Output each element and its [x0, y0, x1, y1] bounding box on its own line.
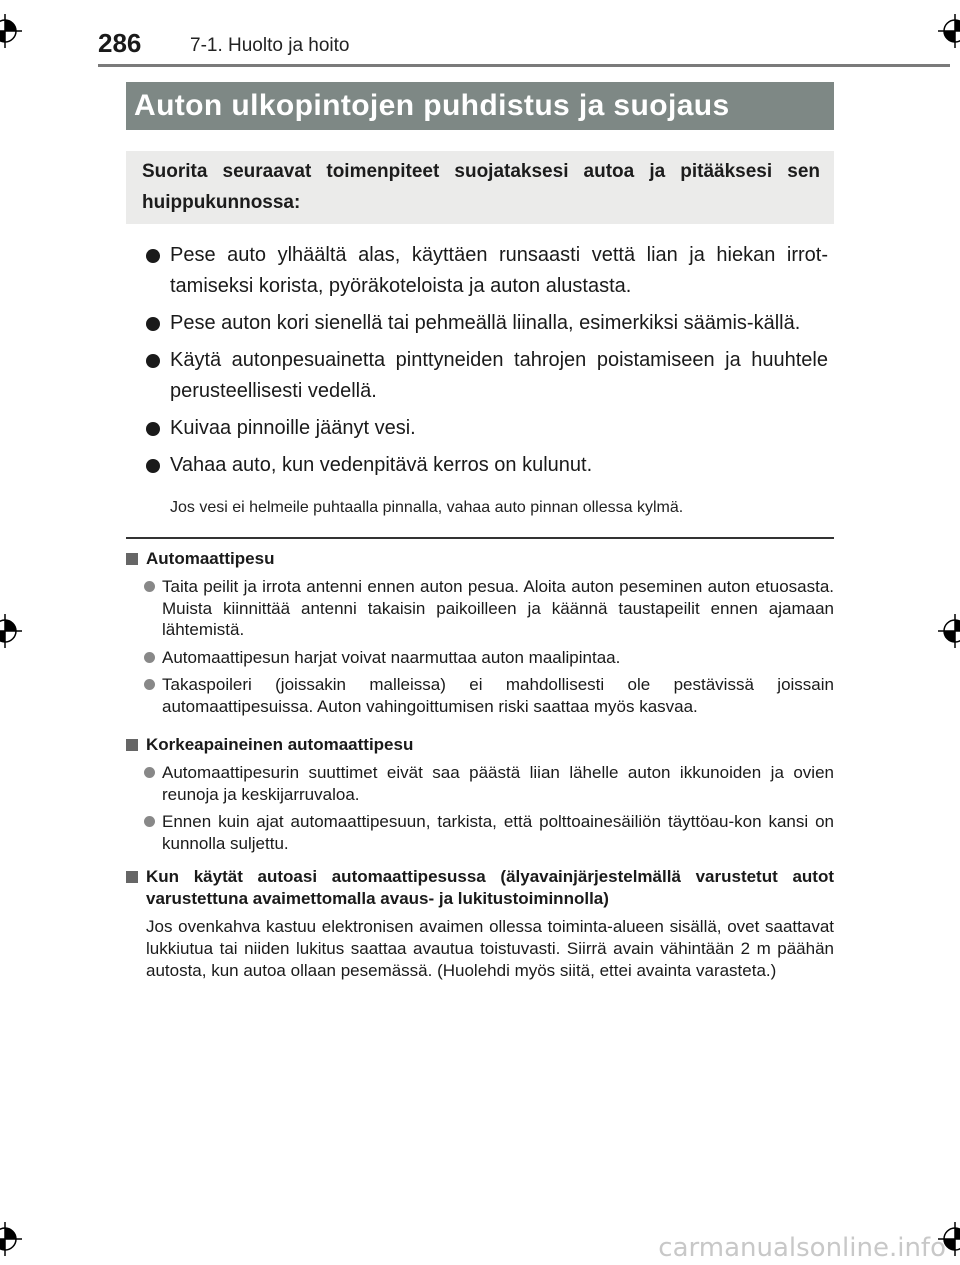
list-item: Takaspoileri (joissakin malleissa) ei mahdollisesti ole pestävissä joissain automaattipesuissa. Auton vahingoittumisen riski saattaa myös kasvaa. [126, 674, 834, 717]
section-divider [126, 537, 834, 539]
list-item: Kuivaa pinnoille jäänyt vesi. [146, 413, 828, 444]
section-high-pressure-wash [126, 734, 834, 854]
bullet-icon [144, 581, 155, 592]
list-item: Ennen kuin ajat automaattipesuun, tarkista, että polttoainesäiliön täyttöau-kon kansi on kunnolla suljettu. [126, 811, 834, 854]
section-heading: Kun käytät autoasi automaattipesussa (älyavainjärjestelmällä varustetut autot varustettuna avaimettomalla avaus- ja lukitustoiminnolla) [126, 866, 834, 910]
registration-mark-icon [0, 14, 22, 48]
list-item: Taita peilit ja irrota antenni ennen auton pesua. Aloita auton peseminen auton etuosasta. Muista kiinnittää antenni takaisin paikoilleen ja käännä taustapeilit ennen ajamaan lähtemistä. [126, 576, 834, 641]
watermark: carmanualsonline.info [658, 1233, 946, 1263]
bullet-icon [144, 816, 155, 827]
note-text: Jos vesi ei helmeile puhtaalla pinnalla, vahaa auto pinnan ollessa kylmä. [170, 499, 684, 516]
bullet-icon [146, 422, 160, 436]
square-bullet-icon [126, 739, 138, 751]
bullet-icon [146, 317, 160, 331]
section-heading: Korkeapaineinen automaattipesu [126, 734, 834, 756]
bullet-icon [146, 459, 160, 473]
bullet-icon [146, 354, 160, 368]
section-heading: Automaattipesu [126, 548, 834, 570]
main-list [146, 240, 828, 487]
list-item: Käytä autonpesuainetta pinttyneiden tahrojen poistamiseen ja huuhtele perusteellisesti vedellä. [146, 345, 828, 407]
page-title: Auton ulkopintojen puhdistus ja suojaus [126, 82, 834, 130]
square-bullet-icon [126, 871, 138, 883]
registration-mark-icon [0, 1222, 22, 1256]
bullet-icon [144, 679, 155, 690]
header-rule [98, 64, 950, 67]
section-label: 7-1. Huolto ja hoito [190, 35, 350, 56]
registration-mark-icon [938, 14, 960, 48]
intro-box [126, 151, 834, 224]
square-bullet-icon [126, 553, 138, 565]
section-smart-key-wash [126, 866, 834, 982]
registration-mark-icon [0, 614, 22, 648]
intro-text: Suorita seuraavat toimenpiteet suojataksesi autoa ja pitääksesi sen huippukunnossa: [142, 161, 820, 213]
list-item: Vahaa auto, kun vedenpitävä kerros on kulunut. [146, 450, 828, 481]
page-number: 286 [98, 28, 142, 58]
bullet-icon [144, 767, 155, 778]
bullet-icon [144, 652, 155, 663]
list-item: Pese auton kori sienellä tai pehmeällä liinalla, esimerkiksi säämis-källä. [146, 308, 828, 339]
registration-mark-icon [938, 614, 960, 648]
list-item: Pese auto ylhäältä alas, käyttäen runsaasti vettä lian ja hiekan irrot-tamiseksi korista, pyöräkoteloista ja auton alustasta. [146, 240, 828, 302]
list-item: Automaattipesurin suuttimet eivät saa päästä liian lähelle auton ikkunoiden ja ovien reunoja ja keskijarruvaloa. [126, 762, 834, 805]
list-item: Automaattipesun harjat voivat naarmuttaa auton maalipintaa. [126, 647, 834, 669]
section-automatic-wash [126, 548, 834, 717]
section-paragraph: Jos ovenkahva kastuu elektronisen avaimen ollessa toiminta-alueen sisällä, ovet saattavat lukkiutua tai niiden lukitus saattaa avautua toistuvasti. Siirrä avain vähintään 2 m päähän autosta, kun autoa ollaan pesemässä. (Huolehdi myös siitä, ettei avainta varasteta.) [146, 917, 834, 980]
bullet-icon [146, 249, 160, 263]
